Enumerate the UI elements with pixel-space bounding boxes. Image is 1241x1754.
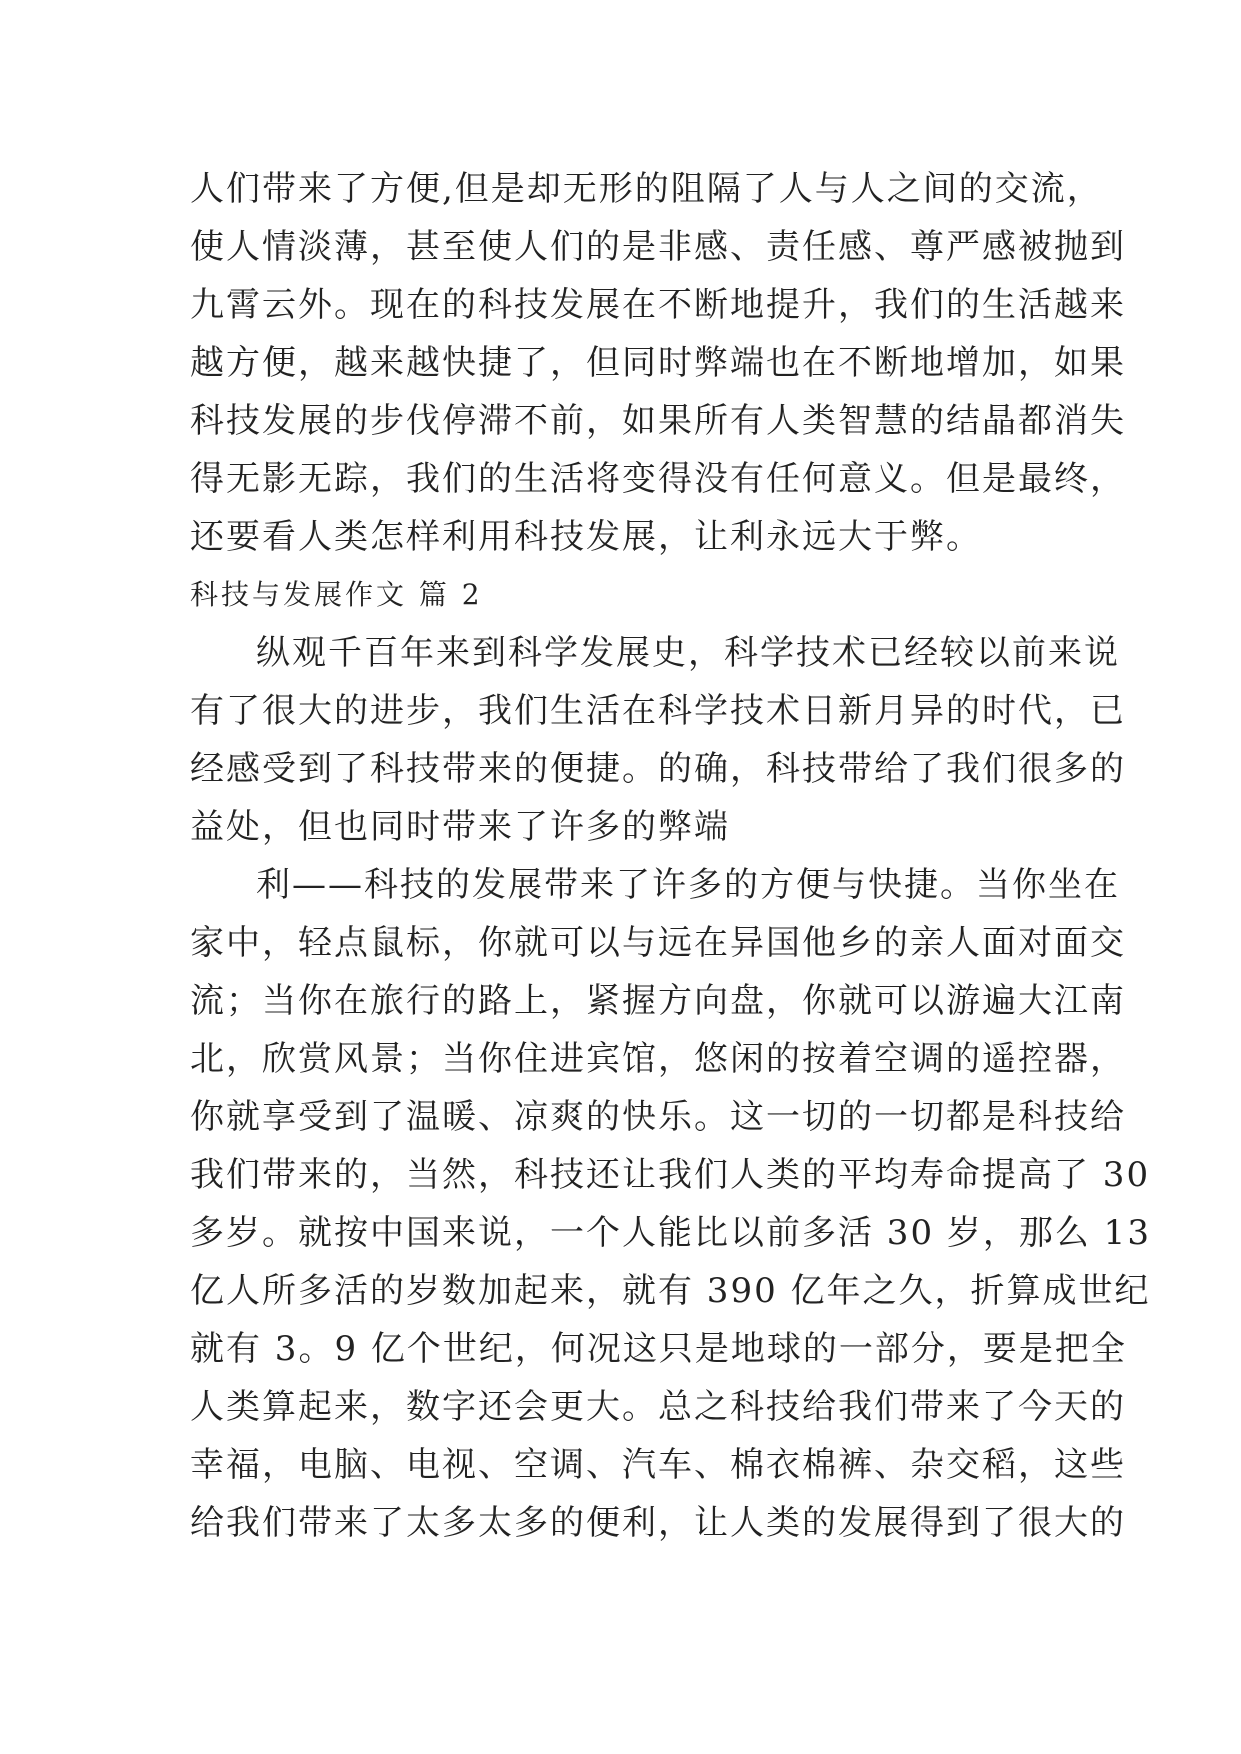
text-line: 家中，轻点鼠标，你就可以与远在异国他乡的亲人面对面交 — [190, 923, 1126, 963]
text-line: 幸福，电脑、电视、空调、汽车、棉衣棉裤、杂交稻，这些 — [190, 1445, 1126, 1485]
text-line: 经感受到了科技带来的便捷。的确，科技带给了我们很多的 — [190, 749, 1126, 789]
text-line: 有了很大的进步，我们生活在科学技术日新月异的时代，已 — [190, 691, 1126, 731]
text-line: 使人情淡薄，甚至使人们的是非感、责任感、尊严感被抛到 — [190, 227, 1126, 267]
text-line: 亿人所多活的岁数加起来，就有 390 亿年之久，折算成世纪 — [190, 1271, 1151, 1311]
text-line: 还要看人类怎样利用科技发展，让利永远大于弊。 — [190, 517, 982, 557]
text-line: 人们带来了方便,但是却无形的阻隔了人与人之间的交流， — [190, 169, 1103, 209]
text-line: 益处，但也同时带来了许多的弊端 — [190, 807, 730, 847]
section-heading: 科技与发展作文 篇 2 — [190, 578, 483, 611]
paragraph-benefits — [190, 856, 1151, 1552]
text-line: 你就享受到了温暖、凉爽的快乐。这一切的一切都是科技给 — [190, 1097, 1126, 1137]
paragraph-intro — [190, 624, 1126, 856]
text-line: 利——科技的发展带来了许多的方便与快捷。当你坐在 — [256, 865, 1120, 905]
text-line: 北，欣赏风景；当你住进宾馆，悠闲的按着空调的遥控器， — [190, 1039, 1126, 1079]
text-line: 给我们带来了太多太多的便利，让人类的发展得到了很大的 — [190, 1503, 1126, 1543]
text-line: 纵观千百年来到科学发展史，科学技术已经较以前来说 — [256, 633, 1120, 673]
text-line: 人类算起来，数字还会更大。总之科技给我们带来了今天的 — [190, 1387, 1126, 1427]
text-line: 科技发展的步伐停滞不前，如果所有人类智慧的结晶都消失 — [190, 401, 1126, 441]
text-line: 流；当你在旅行的路上，紧握方向盘，你就可以游遍大江南 — [190, 981, 1126, 1021]
text-line: 多岁。就按中国来说，一个人能比以前多活 30 岁，那么 13 — [190, 1213, 1151, 1253]
text-line: 我们带来的，当然，科技还让我们人类的平均寿命提高了 30 — [190, 1155, 1151, 1195]
text-line: 九霄云外。现在的科技发展在不断地提升，我们的生活越来 — [190, 285, 1126, 325]
text-line: 越方便，越来越快捷了，但同时弊端也在不断地增加，如果 — [190, 343, 1126, 383]
paragraph-continued — [190, 160, 1126, 566]
text-line: 就有 3。9 亿个世纪，何况这只是地球的一部分，要是把全 — [190, 1329, 1127, 1369]
document-body — [190, 160, 1151, 1552]
text-line: 得无影无踪，我们的生活将变得没有任何意义。但是最终， — [190, 459, 1126, 499]
